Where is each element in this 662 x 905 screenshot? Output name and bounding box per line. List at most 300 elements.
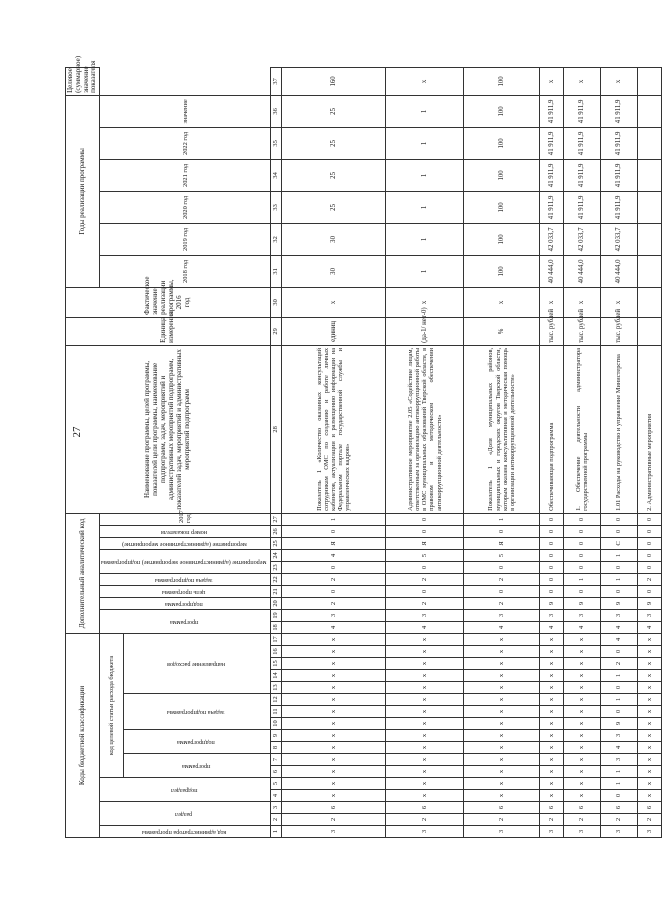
code-cell: x [638, 790, 662, 802]
column-number: 9 [270, 730, 281, 742]
code-cell: x [281, 778, 385, 790]
code-cell: 2 [386, 573, 464, 585]
code-cell: 1 [601, 778, 638, 790]
code-cell: 3 [281, 826, 385, 838]
row-unit: тыс. рублей [540, 317, 564, 345]
code-cell: 0 [564, 549, 601, 561]
code-cell: 2 [540, 814, 564, 826]
code-cell: x [464, 670, 540, 682]
code-cell: x [638, 658, 662, 670]
code-cell: 4 [601, 621, 638, 633]
table-row [601, 67, 638, 837]
column-number: 29 [270, 317, 281, 345]
row-year-value [638, 127, 662, 159]
code-cell: 0 [564, 513, 601, 525]
code-cell: 0 [601, 525, 638, 537]
code-cell: 6 [386, 802, 464, 814]
column-number: 10 [270, 718, 281, 730]
column-number: 14 [270, 670, 281, 682]
row-year-value: 100 [464, 191, 540, 223]
row-year-value: 41 911,9 [601, 159, 638, 191]
podrazdel-header: подраздел [100, 778, 271, 802]
row-name: 2. Административные мероприятия [638, 345, 662, 513]
row-year-value [638, 159, 662, 191]
code-cell: 1 [601, 573, 638, 585]
code-cell: 2 [638, 573, 662, 585]
row-year-value: 100 [464, 95, 540, 127]
code-cell: x [281, 706, 385, 718]
code-cell: 0 [386, 513, 464, 525]
row-name: Административное мероприятие 2.05 «Содействие лицам, ответственным за организацию антикоррупционной работы в ОМС муниципальных образований Тверской области, в правовом и методическом обеспечении антикоррупционной деятельности» [386, 345, 464, 513]
code-cell: 3 [540, 826, 564, 838]
code-cell: 2 [464, 597, 540, 609]
name-column-header: Наименование программы, целей программы, показателей цели программы, наименование подпрограмм, задач, мероприятий и административных мероприятий подпрограмм, показателей задач, мероприятий и административных мероприятий подпрограмм [66, 345, 271, 513]
year-2019-header: 2019 год [100, 223, 271, 255]
column-number: 13 [270, 682, 281, 694]
code-cell: x [540, 646, 564, 658]
code-cell: x [564, 646, 601, 658]
row-year-value: 41 911,9 [564, 191, 601, 223]
row-year-value: 41 911,9 [601, 95, 638, 127]
table-row [281, 67, 385, 837]
code-cell: x [638, 742, 662, 754]
code-cell: x [540, 754, 564, 766]
row-year-value: 41 911,9 [540, 95, 564, 127]
code-cell: x [638, 730, 662, 742]
code-cell: 4 [464, 621, 540, 633]
code-cell: 0 [638, 537, 662, 549]
code-cell: 2 [601, 814, 638, 826]
code-cell: x [386, 730, 464, 742]
code-cell: 1 [281, 513, 385, 525]
code-cell: 1 [601, 694, 638, 706]
table-row [464, 67, 540, 837]
code-cell: x [386, 682, 464, 694]
row-fact-2016: x [464, 287, 540, 317]
code-cell: x [281, 790, 385, 802]
column-number: 24 [270, 549, 281, 561]
code-cell: 2 [281, 573, 385, 585]
code-cell: x [540, 670, 564, 682]
column-number-row [270, 67, 281, 837]
column-number: 1 [270, 826, 281, 838]
code-cell: 6 [564, 802, 601, 814]
code-cell: x [638, 682, 662, 694]
code-cell: 0 [601, 790, 638, 802]
code-cell: x [540, 694, 564, 706]
code-cell: 0 [386, 525, 464, 537]
years-header: Годы реализации программы [66, 95, 100, 287]
code-cell: x [464, 646, 540, 658]
code-cell: x [638, 670, 662, 682]
an-programma-header: программа [100, 609, 271, 633]
code-cell: x [386, 646, 464, 658]
code-cell: 0 [281, 585, 385, 597]
code-cell: 0 [601, 706, 638, 718]
code-cell: x [281, 670, 385, 682]
column-number: 27 [270, 513, 281, 525]
code-cell: 0 [601, 585, 638, 597]
code-cell: x [638, 778, 662, 790]
row-year-value: 42 033,7 [601, 223, 638, 255]
row-unit [638, 317, 662, 345]
row-year-value: 1 [386, 159, 464, 191]
code-cell: x [564, 742, 601, 754]
column-number: 19 [270, 609, 281, 621]
code-cell: x [281, 754, 385, 766]
code-cell: 0 [540, 549, 564, 561]
row-fact-2016: x [540, 287, 564, 317]
column-number: 32 [270, 223, 281, 255]
code-cell: x [464, 682, 540, 694]
code-cell: x [540, 658, 564, 670]
code-cell: 0 [601, 682, 638, 694]
year-2022-header: 2022 год [100, 127, 271, 159]
row-unit: тыс. рублей [601, 317, 638, 345]
row-year-value: 41 911,9 [601, 127, 638, 159]
code-cell: Я [464, 537, 540, 549]
code-cell: x [540, 778, 564, 790]
code-cell: x [540, 790, 564, 802]
row-year-value: 25 [281, 191, 385, 223]
column-number: 36 [270, 95, 281, 127]
code-cell: 2 [281, 597, 385, 609]
row-year-value: 42 033,7 [540, 223, 564, 255]
code-cell: x [540, 730, 564, 742]
code-cell: 0 [281, 525, 385, 537]
row-year-value [638, 95, 662, 127]
row-year-value: 42 033,7 [564, 223, 601, 255]
code-cell: x [638, 718, 662, 730]
code-cell: x [281, 633, 385, 645]
code-cell: x [464, 694, 540, 706]
program-table [65, 55, 662, 838]
row-year-value: 1 [386, 255, 464, 287]
column-number: 15 [270, 658, 281, 670]
code-cell: 1 [601, 549, 638, 561]
napravlenie-header: направление расходов [123, 633, 270, 693]
code-cell: x [386, 670, 464, 682]
row-year-value: 1 [386, 95, 464, 127]
row-fact-2016: x [564, 287, 601, 317]
code-cell: x [540, 682, 564, 694]
code-cell: 0 [601, 561, 638, 573]
code-cell: 1 [601, 766, 638, 778]
row-target: x [601, 67, 638, 95]
code-cell: x [638, 766, 662, 778]
code-cell: x [564, 706, 601, 718]
code-cell: 2 [464, 814, 540, 826]
code-cell: x [540, 766, 564, 778]
code-cell: 6 [638, 802, 662, 814]
row-year-value: 40 444,0 [540, 255, 564, 287]
code-cell: x [281, 694, 385, 706]
code-cell: 4 [638, 621, 662, 633]
code-cell: 0 [601, 513, 638, 525]
code-cell: x [464, 658, 540, 670]
code-cell: x [564, 694, 601, 706]
code-cell: 4 [281, 621, 385, 633]
programma-header: программа [123, 754, 270, 778]
code-cell: 2 [564, 814, 601, 826]
code-cell: x [638, 754, 662, 766]
table-row [540, 67, 564, 837]
row-year-value: 25 [281, 159, 385, 191]
column-number: 12 [270, 694, 281, 706]
code-cell: x [464, 706, 540, 718]
row-year-value [638, 223, 662, 255]
row-year-value [638, 191, 662, 223]
year-2017-header: 2017 год [100, 513, 271, 525]
column-number: 22 [270, 573, 281, 585]
code-cell: x [281, 766, 385, 778]
code-cell: x [638, 706, 662, 718]
row-year-value: 41 911,9 [540, 191, 564, 223]
an-nomer-header: номер показателя [100, 525, 271, 537]
row-name: 1.01 Расходы на руководство и управление Министерства [601, 345, 638, 513]
column-number: 28 [270, 345, 281, 513]
year-2020-header: 2020 год [100, 191, 271, 223]
expense-article-code-header: код целевой статьи расхода бюджета [100, 633, 124, 777]
program-table-sheet [65, 55, 653, 838]
column-number: 25 [270, 537, 281, 549]
code-cell: 1 [564, 573, 601, 585]
column-number: 33 [270, 191, 281, 223]
code-cell: 9 [540, 597, 564, 609]
code-cell: x [281, 742, 385, 754]
row-target: x [386, 67, 464, 95]
an-priznak-header: мероприятие (административное мероприятие) [100, 537, 271, 549]
column-number: 17 [270, 633, 281, 645]
code-cell: x [540, 633, 564, 645]
code-cell: 2 [601, 658, 638, 670]
column-number: 18 [270, 621, 281, 633]
an-cel-header: цель программы [100, 585, 271, 597]
row-year-value: 41 911,9 [564, 127, 601, 159]
code-cell: x [564, 754, 601, 766]
code-cell: 4 [386, 621, 464, 633]
code-cell: 0 [564, 537, 601, 549]
table-row [386, 67, 464, 837]
podprogramma-header: подпрограмма [123, 730, 270, 754]
code-cell: 3 [601, 826, 638, 838]
code-cell: x [464, 742, 540, 754]
code-cell: x [386, 706, 464, 718]
code-cell: 9 [601, 597, 638, 609]
code-cell: 3 [281, 609, 385, 621]
code-cell: 0 [638, 561, 662, 573]
code-cell: x [564, 682, 601, 694]
code-cell: x [281, 718, 385, 730]
code-cell: 0 [386, 585, 464, 597]
column-number: 6 [270, 766, 281, 778]
row-fact-2016 [638, 287, 662, 317]
code-cell: 0 [540, 561, 564, 573]
code-cell: x [386, 790, 464, 802]
row-year-value [638, 255, 662, 287]
table-body [281, 67, 661, 837]
year-2018-header: 2018 год [100, 255, 271, 287]
code-cell: 3 [564, 609, 601, 621]
row-unit: (да-1/ нет-0) [386, 317, 464, 345]
razdel-header: раздел [100, 802, 271, 826]
column-number: 35 [270, 127, 281, 159]
row-year-value: 100 [464, 223, 540, 255]
code-cell: 0 [564, 585, 601, 597]
an-meropriyatie-header: мероприятие (административное мероприятие) подпрограммы [100, 549, 271, 573]
column-number: 31 [270, 255, 281, 287]
code-cell: x [564, 670, 601, 682]
row-year-value: 41 911,9 [564, 159, 601, 191]
row-unit: тыс. рублей [564, 317, 601, 345]
code-cell: 2 [638, 814, 662, 826]
an-zadacha-header: задача подпрограммы [100, 573, 271, 585]
row-year-value: 100 [464, 159, 540, 191]
code-cell: x [564, 658, 601, 670]
code-cell: x [638, 694, 662, 706]
code-cell: 0 [638, 513, 662, 525]
analytic-code-header: Дополнительный аналитический код [66, 513, 100, 633]
code-cell: 3 [564, 826, 601, 838]
code-cell: 3 [601, 754, 638, 766]
code-cell: 0 [540, 525, 564, 537]
row-year-value: 41 911,9 [540, 159, 564, 191]
column-number: 26 [270, 525, 281, 537]
code-cell: x [564, 730, 601, 742]
row-unit: % [464, 317, 540, 345]
code-cell: 0 [464, 525, 540, 537]
row-year-value: 1 [386, 191, 464, 223]
code-cell: x [464, 766, 540, 778]
code-cell: 1 [464, 513, 540, 525]
row-year-value: 1 [386, 223, 464, 255]
column-number: 30 [270, 287, 281, 317]
column-number: 34 [270, 159, 281, 191]
code-cell: С [601, 537, 638, 549]
code-cell: x [281, 730, 385, 742]
code-cell: x [386, 766, 464, 778]
code-cell: 3 [601, 609, 638, 621]
code-cell: 3 [638, 826, 662, 838]
code-cell: 6 [464, 802, 540, 814]
code-cell: 3 [386, 826, 464, 838]
code-cell: x [386, 633, 464, 645]
code-cell: 0 [540, 573, 564, 585]
code-cell: x [281, 658, 385, 670]
code-cell: 0 [601, 646, 638, 658]
row-fact-2016: x [601, 287, 638, 317]
table-row [638, 67, 662, 837]
code-cell: 2 [386, 597, 464, 609]
code-cell: 2 [386, 814, 464, 826]
row-target: 100 [464, 67, 540, 95]
fact-2016-header: Фактическое значение реализации программы, 2016 год [66, 287, 271, 317]
row-name: Показатель 1 «Количество оказанных консультаций сотрудникам ОМС по созданию и работе личных кабинетов, актуализации и размещению информации на Федеральном портале государственной службы и управленческих кадров» [281, 345, 385, 513]
code-cell: x [564, 633, 601, 645]
column-number: 37 [270, 67, 281, 95]
code-cell: x [540, 706, 564, 718]
code-cell: 3 [540, 609, 564, 621]
column-number: 16 [270, 646, 281, 658]
code-cell: x [386, 658, 464, 670]
code-cell: 6 [281, 802, 385, 814]
row-year-value: 100 [464, 255, 540, 287]
code-cell: 3 [601, 730, 638, 742]
code-cell: x [540, 718, 564, 730]
row-target: x [564, 67, 601, 95]
code-cell: x [386, 718, 464, 730]
target-value-header: значение [100, 95, 271, 127]
code-cell: Я [281, 537, 385, 549]
code-cell: 0 [638, 585, 662, 597]
row-year-value: 1 [386, 127, 464, 159]
column-number: 11 [270, 706, 281, 718]
code-cell: 4 [601, 742, 638, 754]
code-cell: x [281, 646, 385, 658]
code-cell: x [564, 766, 601, 778]
budget-classification-header: Коды бюджетной классификации [66, 633, 100, 837]
code-cell: x [386, 742, 464, 754]
code-cell: 3 [638, 609, 662, 621]
row-year-value: 30 [281, 255, 385, 287]
code-cell: 0 [564, 561, 601, 573]
code-cell: 2 [464, 573, 540, 585]
code-cell: 0 [564, 525, 601, 537]
an-podprogramma-header: подпрограмма [100, 597, 271, 609]
code-cell: 0 [540, 513, 564, 525]
code-cell: x [464, 730, 540, 742]
code-cell: 9 [564, 597, 601, 609]
code-cell: 0 [540, 537, 564, 549]
row-fact-2016: x [281, 287, 385, 317]
column-number: 3 [270, 802, 281, 814]
page-number: 27 [71, 426, 83, 438]
column-number: 7 [270, 754, 281, 766]
code-cell: x [464, 633, 540, 645]
row-year-value: 25 [281, 127, 385, 159]
column-number: 20 [270, 597, 281, 609]
code-cell: x [464, 778, 540, 790]
zadacha-header: задача подпрограммы [123, 694, 270, 730]
row-year-value: 41 911,9 [540, 127, 564, 159]
admin-code-header: код администратора программы [100, 826, 271, 838]
row-target: 160 [281, 67, 385, 95]
row-year-value: 30 [281, 223, 385, 255]
row-name: Показатель 1 «Доля муниципальных районов, муниципальных и городских округов Тверской области, которым оказана консультативная и методическая помощь в организации антикоррупционной деятельности» [464, 345, 540, 513]
code-cell: x [464, 754, 540, 766]
code-cell: 4 [601, 633, 638, 645]
column-number: 5 [270, 778, 281, 790]
code-cell: x [464, 790, 540, 802]
code-cell: 5 [386, 549, 464, 561]
code-cell: x [386, 754, 464, 766]
code-cell: x [564, 778, 601, 790]
row-target [638, 67, 662, 95]
year-2021-header: 2021 год [100, 159, 271, 191]
code-cell: 4 [281, 549, 385, 561]
code-cell: 0 [540, 585, 564, 597]
row-year-value: 40 444,0 [564, 255, 601, 287]
row-name: 1. Обеспечение деятельности администратора государственной программы [564, 345, 601, 513]
code-cell: 5 [464, 549, 540, 561]
target-header: Целевое (суммарное) значение показателя [66, 67, 100, 95]
code-cell: 4 [540, 621, 564, 633]
code-cell: 3 [386, 609, 464, 621]
code-cell: x [281, 682, 385, 694]
row-unit: единиц [281, 317, 385, 345]
column-number: 23 [270, 561, 281, 573]
code-cell: 3 [464, 826, 540, 838]
